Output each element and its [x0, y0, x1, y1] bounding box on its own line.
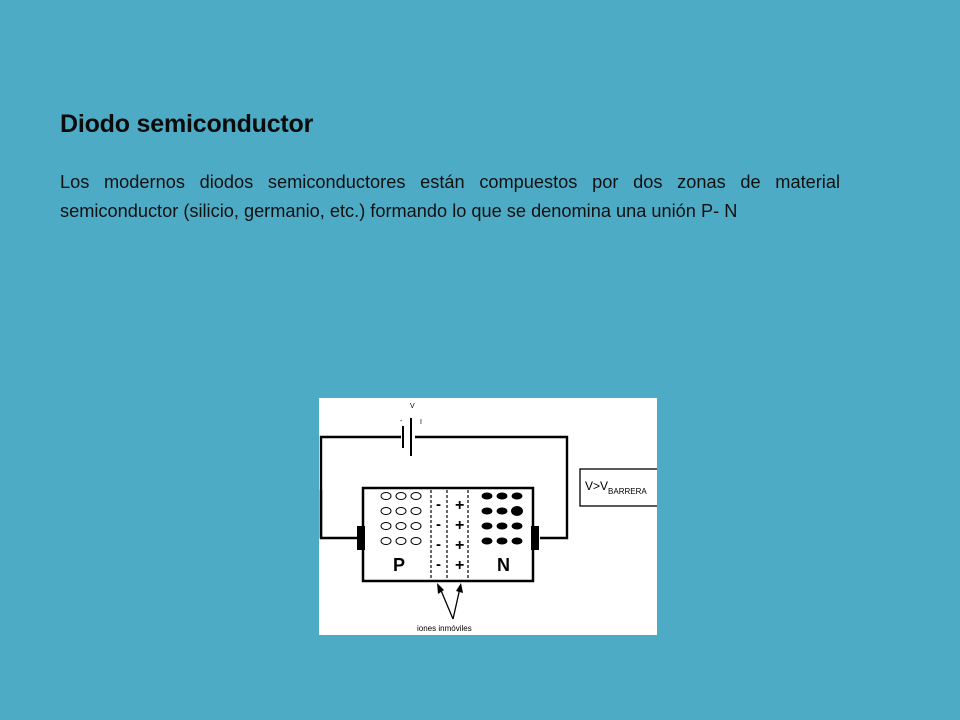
electron-carrier [482, 523, 493, 530]
positive-ion: + [455, 497, 465, 514]
arrow-icon [440, 588, 460, 619]
condition-subscript: BARRERA [608, 487, 647, 496]
electron-carrier [482, 508, 493, 515]
electron-carrier [512, 523, 523, 530]
negative-ion: - [436, 496, 441, 513]
electron-carrier [497, 493, 508, 500]
electron-carrier [482, 538, 493, 545]
negative-ion: - [436, 516, 441, 533]
pn-junction-diagram [319, 398, 657, 635]
p-region-label: P [393, 555, 406, 575]
electron-carrier [511, 506, 523, 516]
battery-negative-sign: - [400, 418, 403, 425]
n-region-label: N [497, 555, 510, 575]
right-terminal [531, 526, 539, 550]
left-terminal [357, 526, 365, 550]
positive-ion: + [455, 517, 465, 534]
positive-ion: + [455, 537, 465, 554]
positive-ion: + [455, 557, 465, 574]
arrowhead-right-icon [456, 583, 463, 593]
negative-ion: - [436, 556, 441, 573]
figure-caption: iones inmóviles [417, 624, 472, 633]
electron-carrier [482, 493, 493, 500]
battery-icon [403, 418, 411, 456]
slide-title: Diodo semiconductor [60, 110, 314, 138]
slide-paragraph: Los modernos diodos semiconductores están compuestos por dos zonas de material semiconductor (silicio, germanio, etc.) formando lo que se denomina una unión P- N [60, 172, 840, 221]
electron-carrier [497, 508, 508, 515]
condition-main: V>V [585, 479, 609, 493]
electron-carrier [497, 523, 508, 530]
electron-carrier [497, 538, 508, 545]
battery-positive-sign: I [420, 419, 422, 426]
electron-carrier [512, 493, 523, 500]
electron-carrier [512, 538, 523, 545]
arrowhead-left-icon [437, 583, 444, 594]
negative-ion: - [436, 536, 441, 553]
battery-voltage-label: V [410, 403, 415, 410]
